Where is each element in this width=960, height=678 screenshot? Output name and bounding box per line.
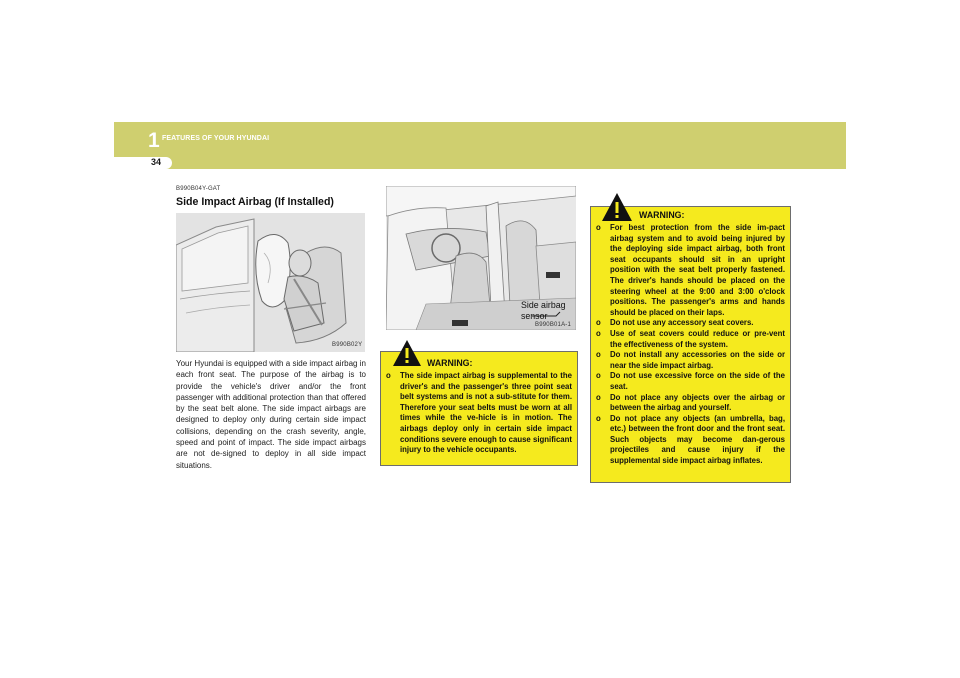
warning-item xyxy=(386,371,572,456)
warning-item xyxy=(596,223,785,318)
warning-item-text: The side impact airbag is supplemental to the driver's and the passenger's three point seat belt systems and is not a sub-stitute for them. Therefore your seat belts must be worn at all times while the ve-hicle is in motion. The airbags deploy only in certain side impact conditions severe enough to cause significant injury to the vehicle occupants. xyxy=(400,371,572,455)
warning-list-middle xyxy=(386,371,572,456)
warning-item-text: Use of seat covers could reduce or pre-vent the effectiveness of the system. xyxy=(610,328,785,349)
warning-box-middle xyxy=(380,351,578,466)
warning-item xyxy=(596,413,785,467)
bullet-marker: o xyxy=(596,223,601,232)
sensor-label-line-2: sensor xyxy=(521,311,548,321)
bullet-marker: o xyxy=(596,318,601,328)
warning-item-text: Do not install any accessories on the side or near the side impact airbag. xyxy=(610,350,785,370)
page-number: 34 xyxy=(151,157,162,167)
figure-code-left: B990B02Y xyxy=(332,342,363,348)
warning-triangle-icon xyxy=(393,340,421,366)
side-airbag-sensor-label xyxy=(521,300,566,322)
side-airbag-illustration xyxy=(176,213,365,352)
bullet-marker: o xyxy=(386,371,391,380)
chapter-title: FEATURES OF YOUR HYUNDAI xyxy=(162,135,270,142)
warning-item-text: Do not use excessive force on the side of the seat. xyxy=(610,371,785,391)
warning-item xyxy=(596,371,785,392)
warning-list-right xyxy=(596,223,785,467)
warning-title-right: WARNING: xyxy=(639,210,685,220)
warning-item-text: Do not place any objects over the airbag or between the airbag and yourself. xyxy=(610,392,785,413)
bullet-marker: o xyxy=(596,392,601,402)
figure-code-middle: B990B01A-1 xyxy=(535,322,572,328)
warning-item xyxy=(596,350,785,371)
warning-item xyxy=(596,328,785,350)
warning-item xyxy=(596,392,785,414)
sensor-label-line-1: Side airbag xyxy=(521,300,566,310)
warning-item-text: For best protection from the side im-pact airbag system and to avoid being injured by the deploying side impact airbag, both front seat occupants should sit in an upright position with the seat belt properly fastened. The driver's hands should be placed on the steering wheel at the 9:00 and 3:00 o'clock positions. The passenger's arms and hands should be placed on their laps. xyxy=(610,223,785,317)
header-band xyxy=(114,122,846,169)
bullet-marker: o xyxy=(596,328,601,338)
bullet-marker: o xyxy=(596,413,601,423)
warning-title-middle: WARNING: xyxy=(427,358,473,368)
section-code: B990B04Y-GAT xyxy=(176,186,221,192)
body-paragraph: Your Hyundai is equipped with a side impact airbag in each front seat. The purpose of the airbag is to provide the vehicle's driver and/or the front passenger with additional protection than that offered by the seat belt alone. The side impact airbags are designed to deploy only during certain side impact collisions, depending on the crash severity, angle, speed and point of impact. The side impact airbags are not de-signed to deploy in all side impact situations. xyxy=(176,359,366,470)
warning-item-text: Do not place any objects (an umbrella, bag, etc.) between the front door and the front seat. Such objects may become dan-gerous projectiles and cause injury if the supplemental side impact airbag inflates. xyxy=(610,413,785,466)
chapter-number: 1 xyxy=(148,129,160,152)
warning-box-right xyxy=(590,206,791,483)
page-number-tab xyxy=(114,157,172,169)
warning-item xyxy=(596,318,785,329)
warning-item-text: Do not use any accessory seat covers. xyxy=(610,318,754,328)
section-heading: Side Impact Airbag (If Installed) xyxy=(176,196,334,208)
bullet-marker: o xyxy=(596,371,601,381)
warning-triangle-icon xyxy=(602,193,632,221)
bullet-marker: o xyxy=(596,350,601,360)
side-airbag-drawing xyxy=(176,213,365,352)
